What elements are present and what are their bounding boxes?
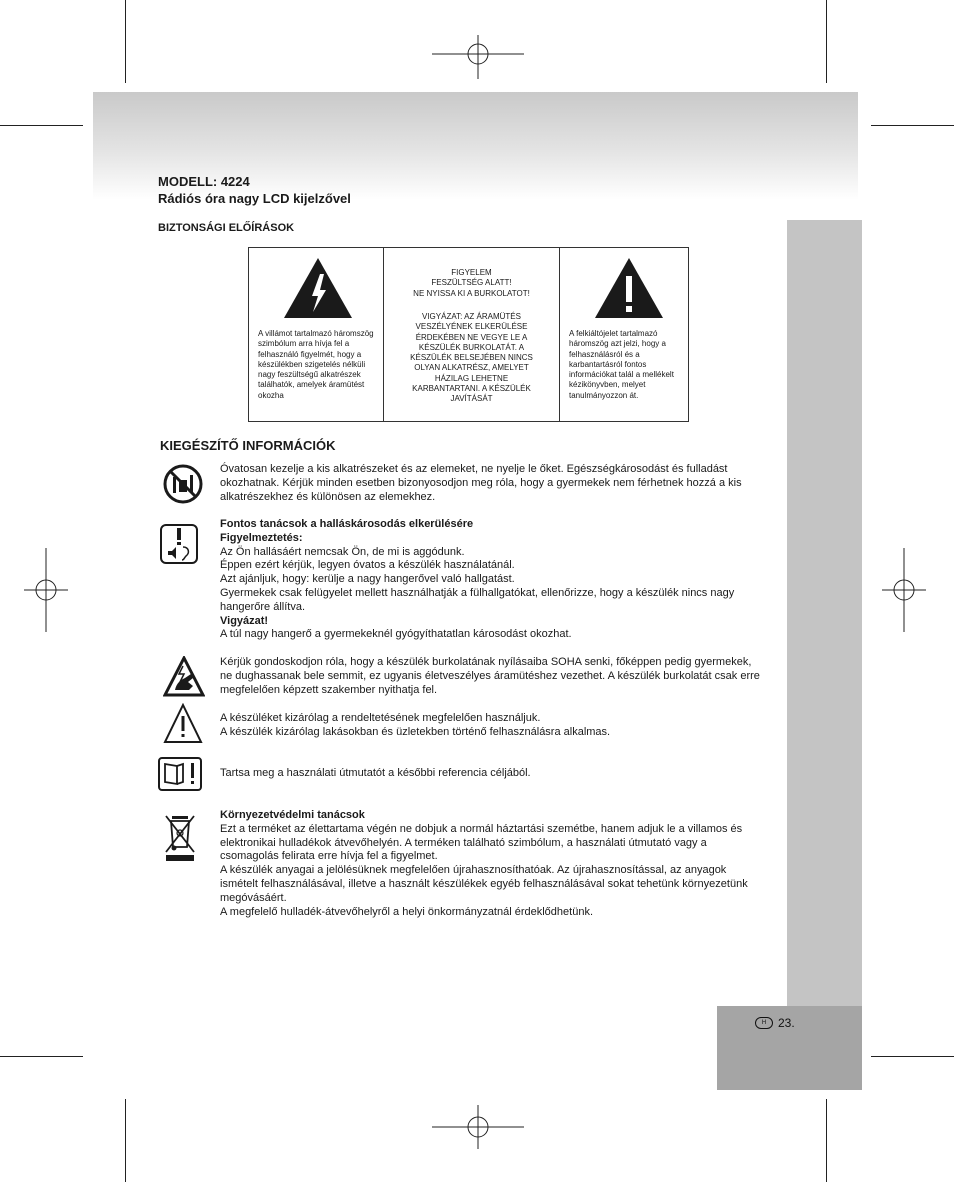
registration-mark-left [24, 548, 68, 632]
crop-mark-top-left [125, 0, 126, 83]
page-number: 23. [778, 1016, 795, 1030]
hearing-caution-text: A túl nagy hangerő a gyermekeknél gyógyíthatatlan károsodást okozhat. [220, 628, 572, 641]
safety-warning-table [248, 247, 689, 422]
exclamation-description: A felkiáltójelet tartalmazó háromszög azt jelzi, hogy a felhasználásról és a karbantartásról fontos információkat talál a mellékelt kézikönyvben, melyet tanulmányozzon át. [569, 329, 674, 400]
keep-manual-paragraph: Tartsa meg a használati útmutatót a későbbi referencia céljából. [220, 767, 531, 779]
keep-manual-text [220, 767, 760, 781]
safety-section-title: BIZTONSÁGI ELŐÍRÁSOK [158, 222, 295, 234]
small-parts-text [220, 463, 760, 504]
hearing-caution-label: Vigyázat! [220, 614, 269, 627]
page-number-label [755, 1016, 795, 1030]
product-subtitle: Rádiós óra nagy LCD kijelzővel [158, 191, 351, 206]
caution-triangle-icon [163, 703, 203, 745]
registration-mark-top [432, 35, 524, 79]
small-parts-paragraph: Óvatosan kezelje a kis alkatrészeket és az elemeket, ne nyelje le őket. Egészségkárosodást és fulladást okozhatnak. Kérjük minden esetben bizonyosodjon meg róla, hogy a gyermekek nem férhetnek hozzá a kis alkatrészekhez és különösen az elemekhez. [220, 463, 742, 503]
additional-info-title: KIEGÉSZÍTŐ INFORMÁCIÓK [160, 438, 336, 453]
exclamation-triangle-icon [593, 256, 665, 320]
model-title: MODELL: 4224 [158, 174, 250, 189]
registration-mark-right [882, 548, 926, 632]
warning-text-cell [384, 248, 560, 421]
environment-heading: Környezetvédelmi tanácsok [220, 809, 365, 821]
hearing-warning-label: Figyelmeztetés: [220, 531, 303, 544]
usage-line: A készüléket kizárólag a rendeltetésének megfelelően használjuk. [220, 712, 541, 724]
crossed-bin-icon [163, 812, 197, 864]
hearing-text [220, 518, 760, 642]
lightning-triangle-icon [282, 256, 354, 320]
environment-line: Ezt a terméket az élettartama végén ne dobjuk a normál háztartási szemétbe, hanem adjuk le a villamos és elektronikai hulladékok átvevőhelyén. A terméken található szimbólum, a használati útmutató vagy a csomagolás felirata erre hívja fel a figyelmet. [220, 822, 743, 863]
openings-text [220, 656, 760, 697]
usage-line: A készülék kizárólag lakásokban és üzletekben történő felhasználásra alkalmas. [220, 725, 611, 738]
crop-mark-right-bottom [871, 1056, 954, 1057]
electric-shock-hand-icon [163, 656, 205, 698]
hearing-heading: Fontos tanácsok a halláskárosodás elkerülésére [220, 518, 474, 530]
warning-caption: FIGYELEM FESZÜLTSÉG ALATT! NE NYISSA KI A BURKOLATOT! [413, 268, 530, 298]
usage-text [220, 712, 760, 740]
hearing-line: Gyermekek csak felügyelet mellett használhatják a fülhallgatókat, ellenőrizze, hogy a készülék nincs nagy hangerőre állítva. [220, 586, 735, 613]
environment-text [220, 809, 760, 919]
crop-mark-top-right [826, 0, 827, 83]
hearing-line: Az Ön hallásáért nemcsak Ön, de mi is aggódunk. [220, 545, 465, 558]
manual-book-icon [158, 757, 202, 791]
no-swallowing-icon [162, 463, 204, 505]
lightning-description: A villámot tartalmazó háromszög szimbólum arra hívja fel a felhasználó figyelmét, hogy a készülékben szigetelés nélküli nagy feszültségű alkatrészek találhatók, amelyek áramütést okozha [258, 329, 374, 400]
exclamation-cell [560, 248, 688, 421]
lightning-cell [249, 248, 384, 421]
hearing-line: Éppen ezért kérjük, legyen óvatos a készülék használatánál. [220, 559, 515, 572]
openings-paragraph: Kérjük gondoskodjon róla, hogy a készülék burkolatának nyílásaiba SOHA senki, főképpen pedig gyermekek, ne dughassanak bele semmit, ez ugyanis életveszélyes áramütéshez vezethet. A készülék burkolatát csak erre megfelelően képzett szakember nyithatja fel. [220, 656, 760, 696]
warning-body: VIGYÁZAT: AZ ÁRAMÜTÉS VESZÉLYÉNEK ELKERÜLÉSE ÉRDEKÉBEN NE VEGYE LE A KÉSZÜLÉK BURKOLATÁT. A KÉSZÜLÉK BELSEJÉBEN NINCS OLYAN ALKATRÉSZ, AMELYET HÁZILAG LEHETNE KARBANTARTANI. A KÉSZÜLÉK JAVÍTÁSÁT [410, 312, 533, 404]
crop-mark-bottom-left [125, 1099, 126, 1182]
hearing-line: Azt ajánljuk, hogy: kerülje a nagy hangerővel való hallgatást. [220, 573, 515, 586]
registration-mark-bottom [432, 1105, 524, 1149]
environment-line: A megfelelő hulladék-átvevőhelyről a helyi önkormányzatnál érdeklődhetünk. [220, 905, 594, 918]
language-badge: H [755, 1017, 773, 1029]
environment-line: A készülék anyagai a jelölésüknek megfelelően újrahasznosíthatóak. Az újrahasznosítással, az anyagok ismételt felhasználásával, illetve a használt készülékek egyéb felhasználásával sokat tehetünk környezetünk megóvásáért. [220, 864, 748, 904]
side-strip [787, 220, 862, 1006]
crop-mark-left-bottom [0, 1056, 83, 1057]
crop-mark-right-top [871, 125, 954, 126]
crop-mark-bottom-right [826, 1099, 827, 1182]
crop-mark-left-top [0, 125, 83, 126]
hearing-warning-icon [159, 523, 199, 565]
